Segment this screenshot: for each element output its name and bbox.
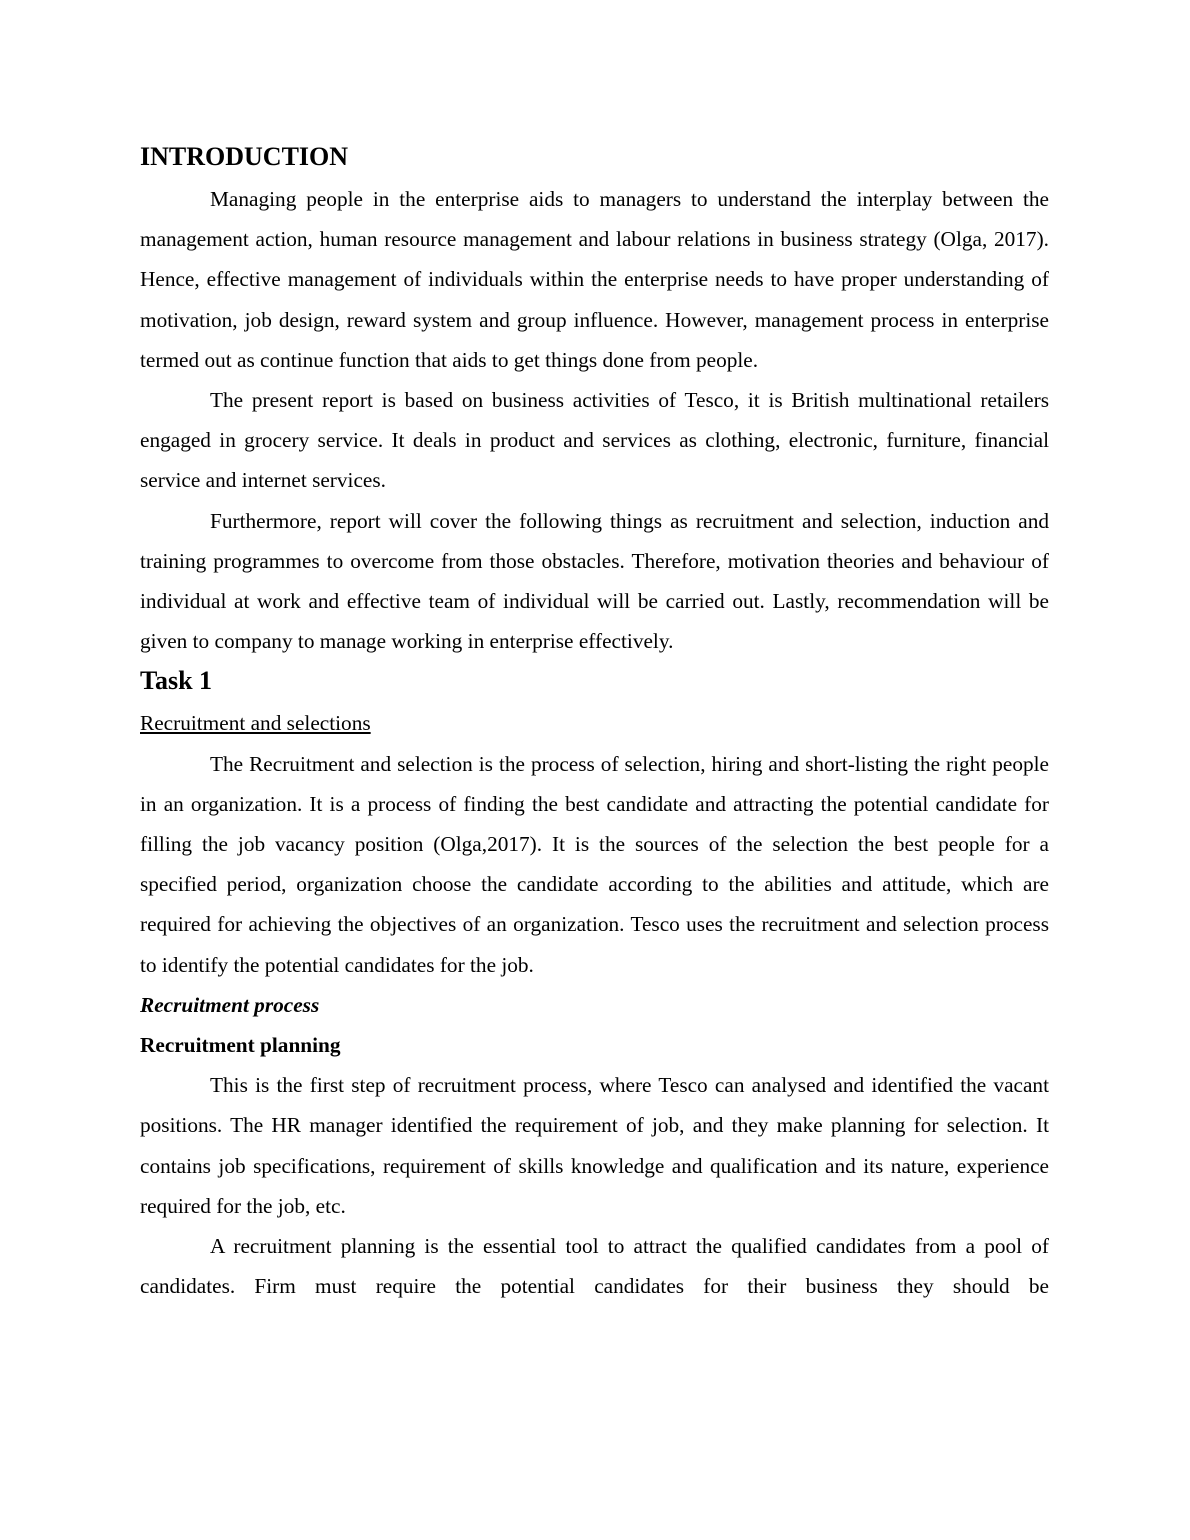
recruitment-planning-heading: Recruitment planning [140, 1033, 341, 1058]
recruitment-paragraph: The Recruitment and selection is the process of selection, hiring and short-listing the right people in an organization. It is a process of finding the best candidate and attracting the potential candidate for filling the job vacancy position (Olga,2017). It is the sources of the selection the best people for a specified period, organization choose the candidate according to the abilities and attitude, which are required for achieving the objectives of an organization. Tesco uses the recruitment and selection process to identify the potential candidates for the job. [140, 751, 1049, 977]
recruitment-selections-subheading: Recruitment and selections [140, 711, 371, 736]
planning-paragraph-2: A recruitment planning is the essential tool to attract the qualified candidates from a pool of candidates. Firm must require the potential candidates for their business they should be [140, 1234, 1049, 1299]
intro-paragraph-1: Managing people in the enterprise aids to managers to understand the interplay between the management action, human resource management and labour relations in business strategy (Olga, 2017). Hence, effective management of individuals within the enterprise needs to have proper understanding of motivation, job design, reward system and group influence. However, management process in enterprise termed out as continue function that aids to get things done from people. [140, 187, 1049, 372]
recruitment-process-heading: Recruitment process [140, 992, 320, 1017]
introduction-heading: INTRODUCTION [140, 142, 349, 171]
planning-paragraph-1: This is the first step of recruitment process, where Tesco can analysed and identified the vacant positions. The HR manager identified the requirement of job, and they make planning for selection. It contains job specifications, requirement of skills knowledge and qualification and its nature, experience required for the job, etc. [140, 1073, 1049, 1218]
intro-paragraph-3: Furthermore, report will cover the following things as recruitment and selection, induction and training programmes to overcome from those obstacles. Therefore, motivation theories and behaviour of individual at work and effective team of individual will be carried out. Lastly, recommendation will be given to company to manage working in enterprise effectively. [140, 508, 1049, 654]
intro-paragraph-2: The present report is based on business activities of Tesco, it is British multinational retailers engaged in grocery service. It deals in product and services as clothing, electronic, furniture, financial service and internet services. [140, 388, 1049, 493]
task-1-heading: Task 1 [140, 666, 213, 696]
document-page [140, 139, 1049, 1306]
